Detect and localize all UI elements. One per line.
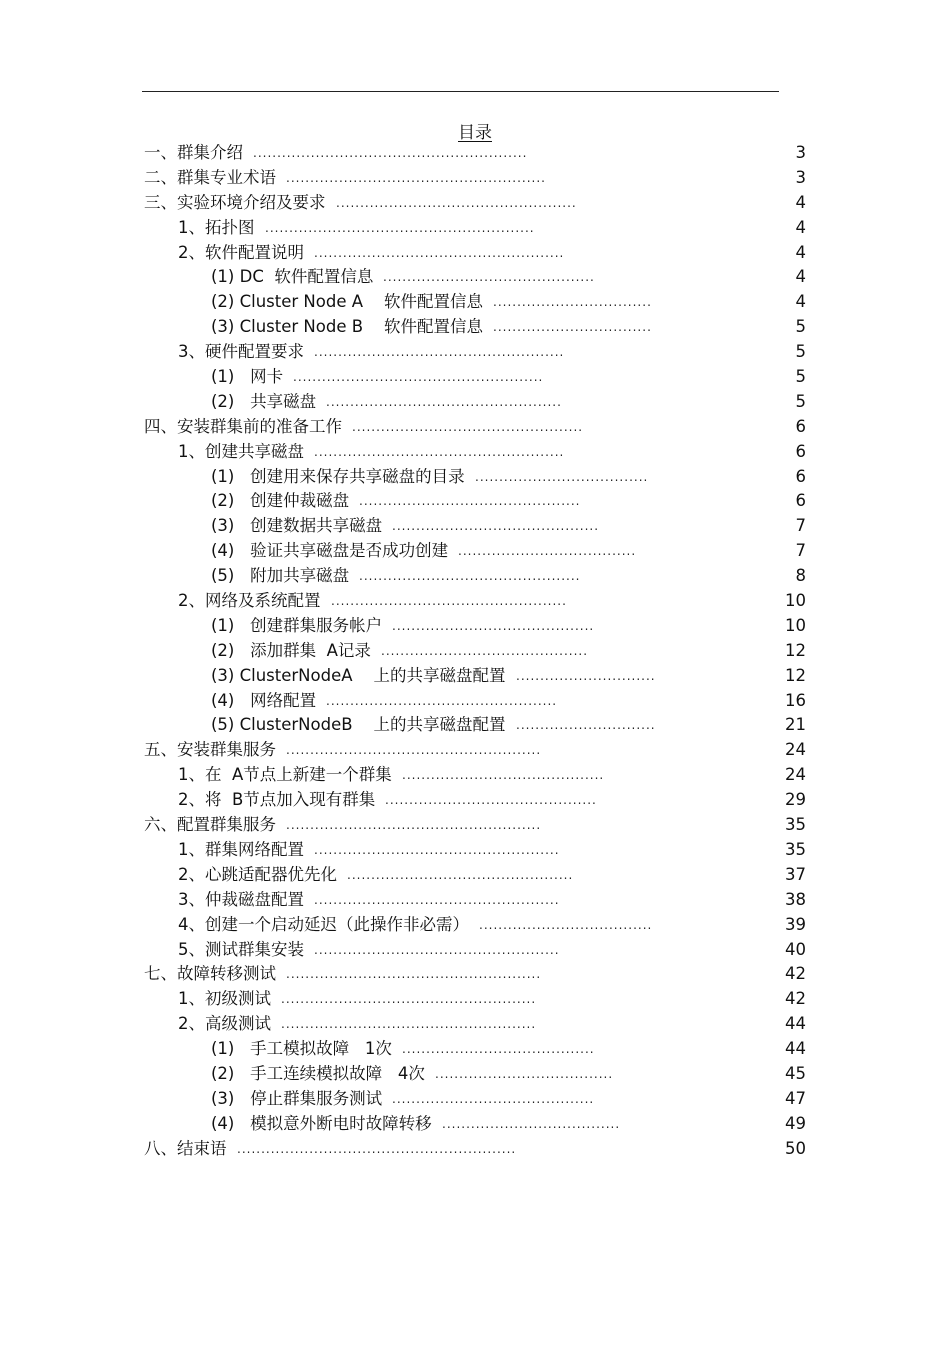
toc-entry-label: (1) 网卡 bbox=[211, 367, 284, 387]
toc-entry-page: 10 bbox=[785, 591, 806, 611]
toc-dot-leader: ......................................................... bbox=[253, 146, 528, 160]
toc-entry[interactable] bbox=[0, 614, 950, 639]
toc-dot-leader: .................................................... bbox=[314, 345, 565, 360]
toc-entry-label: (2) 共享磁盘 bbox=[211, 391, 317, 411]
toc-entry[interactable] bbox=[0, 664, 950, 689]
toc-dot-leader: ............................. bbox=[516, 718, 656, 733]
toc-entry-label: 4、创建一个启动延迟（此操作非必需） bbox=[178, 914, 469, 934]
toc-entry-label: 2、心跳适配器优先化 bbox=[178, 864, 337, 884]
toc-entry[interactable] bbox=[0, 863, 950, 888]
toc-entry[interactable] bbox=[0, 340, 950, 365]
toc-entry-page: 24 bbox=[785, 740, 806, 760]
toc-entry-page: 6 bbox=[795, 466, 806, 486]
toc-dot-leader: ................................................... bbox=[314, 942, 560, 957]
toc-entry-page: 24 bbox=[785, 765, 806, 785]
toc-entry-page: 6 bbox=[795, 416, 806, 436]
toc-entry[interactable] bbox=[0, 564, 950, 589]
toc-entry[interactable] bbox=[0, 465, 950, 490]
toc-dot-leader: ................................................... bbox=[314, 892, 560, 907]
toc-dot-leader: .................................................... bbox=[293, 370, 544, 385]
toc-dot-leader: ............................................... bbox=[347, 867, 574, 882]
toc-entry[interactable] bbox=[0, 888, 950, 913]
toc-entry[interactable] bbox=[0, 216, 950, 241]
toc-dot-leader: ............................. bbox=[516, 668, 656, 683]
toc-entry-label: (2) 手工连续模拟故障 4次 bbox=[211, 1063, 425, 1083]
toc-dot-leader: ................................................... bbox=[314, 842, 560, 857]
toc-dot-leader: ................................................. bbox=[326, 394, 562, 409]
toc-entry-label: 五、安装群集服务 bbox=[144, 740, 276, 760]
toc-entry[interactable] bbox=[0, 838, 950, 863]
toc-entry-page: 6 bbox=[795, 491, 806, 511]
toc-entry[interactable] bbox=[0, 813, 950, 838]
toc-entry[interactable] bbox=[0, 514, 950, 539]
toc-dot-leader: ................................................. bbox=[331, 594, 567, 609]
toc-entry-label: (5) ClusterNodeB 上的共享磁盘配置 bbox=[211, 715, 506, 735]
toc-entry-label: 1、群集网络配置 bbox=[178, 839, 304, 859]
toc-entry[interactable] bbox=[0, 539, 950, 564]
toc-entry[interactable] bbox=[0, 1112, 950, 1137]
toc-dot-leader: ..................................................... bbox=[286, 967, 542, 982]
toc-entry-label: (1) 手工模拟故障 1次 bbox=[211, 1039, 392, 1059]
toc-entry-page: 12 bbox=[785, 640, 806, 660]
toc-dot-leader: ..................................... bbox=[435, 1066, 614, 1081]
toc-entry[interactable] bbox=[0, 639, 950, 664]
toc-entry-label: (1) 创建用来保存共享磁盘的目录 bbox=[211, 466, 465, 486]
toc-entry[interactable] bbox=[0, 191, 950, 216]
header-rule bbox=[142, 91, 779, 92]
toc-entry-label: 二、群集专业术语 bbox=[144, 167, 276, 187]
toc-entry-label: (4) 验证共享磁盘是否成功创建 bbox=[211, 541, 449, 561]
toc-entry[interactable] bbox=[0, 738, 950, 763]
toc-dot-leader: ..................................................... bbox=[286, 818, 542, 833]
toc-entry-page: 7 bbox=[795, 541, 806, 561]
toc-entry[interactable] bbox=[0, 241, 950, 266]
toc-dot-leader: ............................................ bbox=[383, 270, 595, 285]
table-of-contents bbox=[0, 141, 950, 1162]
toc-entry-label: 六、配置群集服务 bbox=[144, 815, 276, 835]
toc-entry[interactable] bbox=[0, 1062, 950, 1087]
toc-entry-page: 7 bbox=[795, 516, 806, 536]
toc-dot-leader: ................................................ bbox=[326, 693, 558, 708]
toc-entry[interactable] bbox=[0, 1087, 950, 1112]
toc-entry-label: (4) 网络配置 bbox=[211, 690, 317, 710]
toc-entry-page: 4 bbox=[795, 267, 806, 287]
toc-entry-page: 3 bbox=[795, 167, 806, 187]
toc-dot-leader: .................................................... bbox=[314, 245, 565, 260]
toc-entry[interactable] bbox=[0, 365, 950, 390]
toc-entry-page: 39 bbox=[785, 914, 806, 934]
toc-entry-page: 44 bbox=[785, 1014, 806, 1034]
toc-entry-label: (3) Cluster Node B 软件配置信息 bbox=[211, 317, 484, 337]
toc-entry-page: 6 bbox=[795, 441, 806, 461]
toc-dot-leader: .................................... bbox=[475, 469, 649, 484]
toc-entry[interactable] bbox=[0, 788, 950, 813]
toc-entry-page: 42 bbox=[785, 989, 806, 1009]
toc-dot-leader: .................................... bbox=[479, 917, 653, 932]
toc-dot-leader: ................................. bbox=[493, 320, 652, 335]
toc-entry-label: (3) 创建数据共享磁盘 bbox=[211, 516, 383, 536]
toc-entry-page: 4 bbox=[795, 242, 806, 262]
toc-entry-page: 16 bbox=[785, 690, 806, 710]
toc-entry-page: 50 bbox=[785, 1138, 806, 1158]
toc-dot-leader: .......................................... bbox=[402, 768, 605, 783]
toc-entry[interactable] bbox=[0, 689, 950, 714]
toc-entry-label: 2、软件配置说明 bbox=[178, 242, 304, 262]
toc-entry[interactable] bbox=[0, 962, 950, 987]
toc-entry-page: 45 bbox=[785, 1063, 806, 1083]
toc-entry[interactable] bbox=[0, 938, 950, 963]
toc-dot-leader: ...................................................... bbox=[286, 170, 546, 185]
toc-entry-label: (4) 模拟意外断电时故障转移 bbox=[211, 1113, 432, 1133]
toc-entry-label: 2、网络及系统配置 bbox=[178, 591, 321, 611]
toc-entry-label: 八、结束语 bbox=[144, 1138, 227, 1158]
toc-entry-page: 4 bbox=[795, 217, 806, 237]
toc-dot-leader: .......................................... bbox=[392, 618, 595, 633]
toc-entry[interactable] bbox=[0, 290, 950, 315]
toc-entry-page: 5 bbox=[795, 342, 806, 362]
toc-dot-leader: .................................................. bbox=[336, 195, 577, 210]
toc-entry-label: 5、测试群集安装 bbox=[178, 939, 304, 959]
toc-entry[interactable] bbox=[0, 713, 950, 738]
toc-dot-leader: ..................................... bbox=[458, 544, 637, 559]
toc-dot-leader: .............................................. bbox=[359, 569, 581, 584]
toc-entry-label: (5) 附加共享磁盘 bbox=[211, 566, 350, 586]
toc-entry-page: 35 bbox=[785, 815, 806, 835]
toc-entry-label: (1) DC 软件配置信息 bbox=[211, 267, 374, 287]
toc-entry[interactable] bbox=[0, 315, 950, 340]
toc-entry-label: 七、故障转移测试 bbox=[144, 964, 276, 984]
toc-entry-page: 44 bbox=[785, 1039, 806, 1059]
toc-entry-page: 5 bbox=[795, 367, 806, 387]
toc-entry-page: 4 bbox=[795, 192, 806, 212]
toc-entry-label: (2) Cluster Node A 软件配置信息 bbox=[211, 292, 484, 312]
toc-dot-leader: ........................................... bbox=[381, 643, 589, 658]
toc-dot-leader: .......................................... bbox=[392, 1091, 595, 1106]
toc-entry-label: 四、安装群集前的准备工作 bbox=[144, 416, 342, 436]
toc-entry[interactable] bbox=[0, 415, 950, 440]
toc-entry-page: 5 bbox=[795, 317, 806, 337]
toc-entry-page: 8 bbox=[795, 566, 806, 586]
toc-entry-label: 3、硬件配置要求 bbox=[178, 342, 304, 362]
toc-entry[interactable] bbox=[0, 440, 950, 465]
toc-entry-label: (1) 创建群集服务帐户 bbox=[211, 615, 383, 635]
toc-dot-leader: .............................................. bbox=[359, 494, 581, 509]
toc-dot-leader: ..................................................... bbox=[281, 992, 537, 1007]
toc-dot-leader: .................................................... bbox=[314, 444, 565, 459]
toc-entry-page: 4 bbox=[795, 292, 806, 312]
toc-entry-label: 2、高级测试 bbox=[178, 1014, 271, 1034]
toc-entry[interactable] bbox=[0, 1012, 950, 1037]
toc-entry[interactable] bbox=[0, 265, 950, 290]
toc-entry-label: 1、拓扑图 bbox=[178, 217, 255, 237]
toc-entry[interactable] bbox=[0, 987, 950, 1012]
toc-entry[interactable] bbox=[0, 763, 950, 788]
toc-dot-leader: ........................................... bbox=[392, 519, 600, 534]
toc-dot-leader: .......................................................... bbox=[237, 1141, 517, 1156]
toc-entry[interactable] bbox=[0, 166, 950, 191]
toc-dot-leader: ..................................... bbox=[442, 1116, 621, 1131]
toc-dot-leader: ............................................ bbox=[385, 793, 597, 808]
toc-entry-label: 一、群集介绍 bbox=[144, 143, 243, 162]
toc-entry[interactable] bbox=[0, 913, 950, 938]
toc-entry-page: 49 bbox=[785, 1113, 806, 1133]
toc-entry-page: 5 bbox=[795, 391, 806, 411]
toc-entry-page: 42 bbox=[785, 964, 806, 984]
toc-dot-leader: ........................................................ bbox=[265, 220, 535, 235]
toc-entry-page: 21 bbox=[785, 715, 806, 735]
toc-entry-page: 3 bbox=[795, 143, 806, 162]
toc-entry[interactable] bbox=[0, 1037, 950, 1062]
toc-entry-label: (2) 添加群集 A记录 bbox=[211, 640, 371, 660]
toc-entry-label: 1、创建共享磁盘 bbox=[178, 441, 304, 461]
toc-entry-label: 1、初级测试 bbox=[178, 989, 271, 1009]
toc-entry[interactable] bbox=[0, 589, 950, 614]
toc-entry-label: (2) 创建仲裁磁盘 bbox=[211, 491, 350, 511]
toc-entry-page: 29 bbox=[785, 790, 806, 810]
toc-dot-leader: ..................................................... bbox=[281, 1017, 537, 1032]
toc-entry-label: (3) ClusterNodeA 上的共享磁盘配置 bbox=[211, 665, 506, 685]
toc-entry-label: 3、仲裁磁盘配置 bbox=[178, 889, 304, 909]
toc-entry[interactable] bbox=[0, 390, 950, 415]
toc-entry[interactable] bbox=[0, 489, 950, 514]
toc-entry-page: 37 bbox=[785, 864, 806, 884]
toc-entry-label: 1、在 A节点上新建一个群集 bbox=[178, 765, 392, 785]
toc-entry-label: 三、实验环境介绍及要求 bbox=[144, 192, 326, 212]
toc-dot-leader: ................................................ bbox=[352, 419, 584, 434]
toc-entry-page: 38 bbox=[785, 889, 806, 909]
toc-dot-leader: ..................................................... bbox=[286, 743, 542, 758]
toc-dot-leader: ................................. bbox=[493, 295, 652, 310]
toc-entry-page: 40 bbox=[785, 939, 806, 959]
toc-entry-page: 10 bbox=[785, 615, 806, 635]
toc-title: 目录 bbox=[458, 123, 492, 143]
toc-entry-page: 47 bbox=[785, 1088, 806, 1108]
toc-entry[interactable] bbox=[0, 1137, 950, 1162]
toc-entry-page: 35 bbox=[785, 839, 806, 859]
toc-entry-label: (3) 停止群集服务测试 bbox=[211, 1088, 383, 1108]
toc-entry-label: 2、将 B节点加入现有群集 bbox=[178, 790, 376, 810]
toc-entry-page: 12 bbox=[785, 665, 806, 685]
toc-entry[interactable] bbox=[0, 141, 950, 166]
toc-dot-leader: ........................................ bbox=[402, 1042, 595, 1057]
